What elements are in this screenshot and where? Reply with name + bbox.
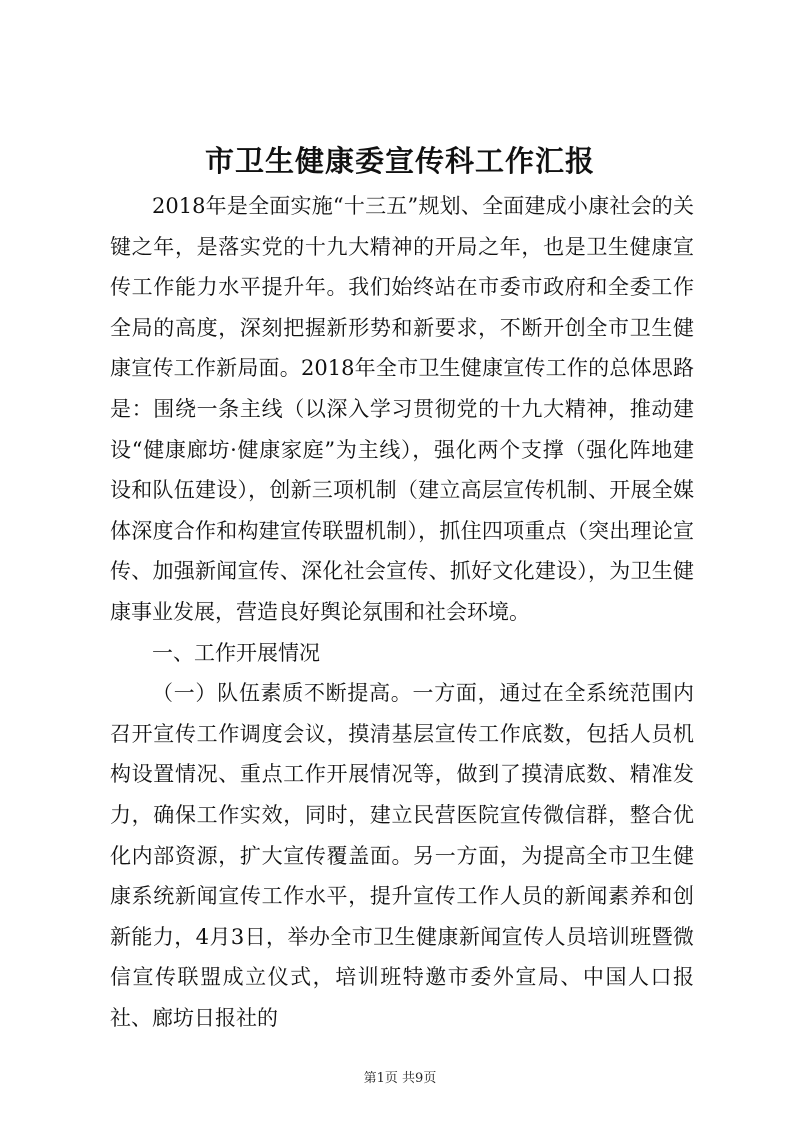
page-footer: 第1页 共9页 [363,1071,437,1086]
intro-paragraph: 2018年是全面实施“十三五”规划、全面建成小康社会的关键之年，是落实党的十九大精神的开局之年，也是卫生健康宣传工作能力水平提升年。我们始终站在市委市政府和全委工作全局的高度，深刻把握新形势和新要求，不断开创全市卫生健康宣传工作新局面。2018年全市卫生健康宣传工作的总体思路是：围绕一条主线（以深入学习贯彻党的十九大精神，推动建设“健康廊坊·健康家庭”为主线），强化两个支撑（强化阵地建设和队伍建设），创新三项机制（建立高层宣传机制、开展全媒体深度合作和构建宣传联盟机制），抓住四项重点（突出理论宣传、加强新闻宣传、深化社会宣传、抓好文化建设），为卫生健康事业发展，营造良好舆论氛围和社会环境。 [110,194,694,624]
section-heading: 一、工作开展情况 [152,640,320,665]
document-body [110,186,694,1038]
document-title: 市卫生健康委宣传科工作汇报 [204,144,595,178]
subsection-paragraph: （一）队伍素质不断提高。一方面，通过在全系统范围内召开宣传工作调度会议，摸清基层宣传工作底数，包括人员机构设置情况、重点工作开展情况等，做到了摸清底数、精准发力，确保工作实效，同时，建立民营医院宣传微信群，整合优化内部资源，扩大宣传覆盖面。另一方面，为提高全市卫生健康系统新闻宣传工作水平，提升宣传工作人员的新闻素养和创新能力，4月3日，举办全市卫生健康新闻宣传人员培训班暨微信宣传联盟成立仪式，培训班特邀市委外宣局、中国人口报社、廊坊日报社的 [110,681,694,1030]
